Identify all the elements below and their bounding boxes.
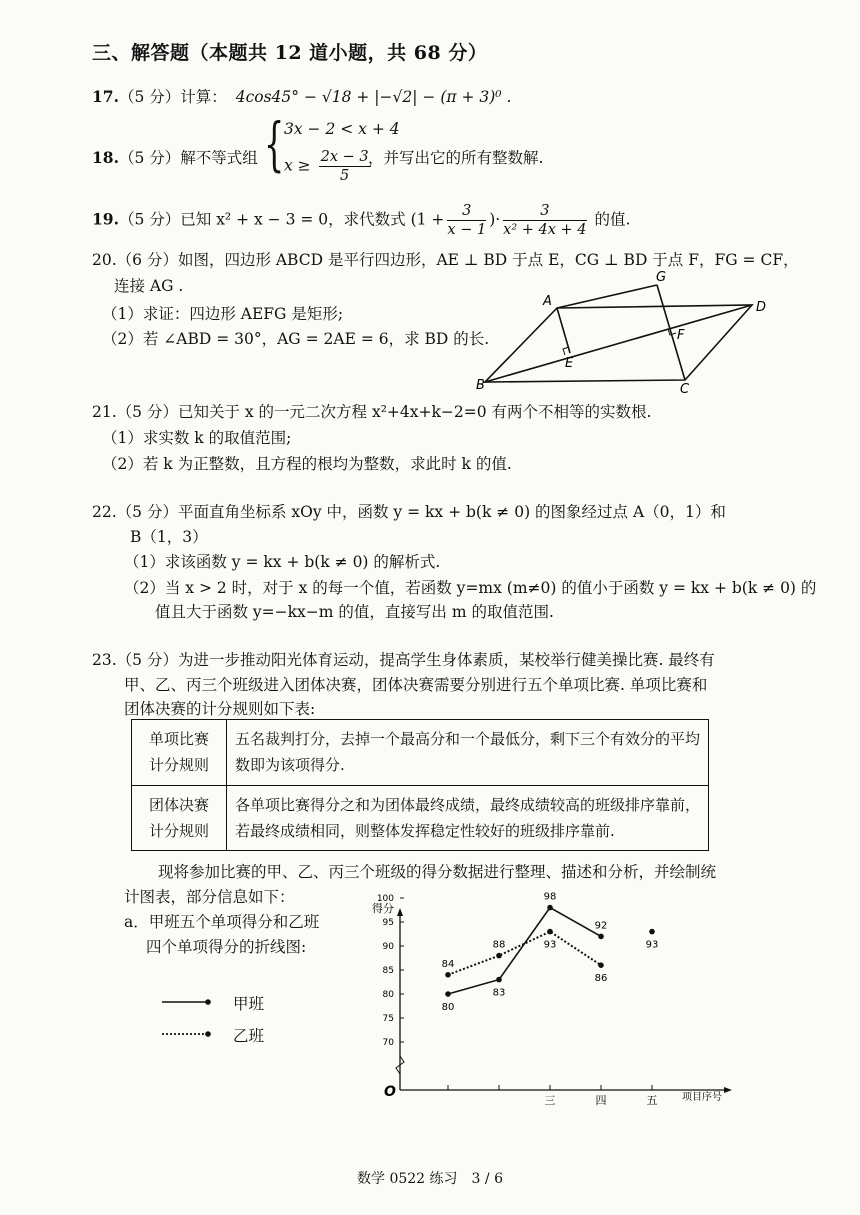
q23-item-a-2: 四个单项得分的折线图:: [146, 938, 307, 956]
y-axis-title: 得分: [372, 902, 394, 915]
q19-fraction-1: $\frac{3}{x - 1}$: [447, 203, 487, 239]
label-b: B: [476, 378, 485, 393]
q17-expression: 4cos45° − √18 + |−√2| − (π + 3)⁰ .: [235, 88, 512, 106]
question-19: 19.（5 分）已知 x² + x − 3 = 0，求代数式 (1 + $\frac{3}{x - 1}$ )· $\frac{3}{\text{x² + 4x + 4}}$ 的值.: [92, 203, 631, 239]
q22-part-1: （1）求该函数 y = kx + b(k ≠ 0) 的解析式.: [124, 553, 441, 571]
data-point: [547, 929, 553, 935]
q18-inequality-1: 3x − 2 < x + 4: [284, 120, 400, 138]
legend-label-yi: 乙班: [233, 1027, 265, 1045]
q23-line-1: 23.（5 分）为进一步推动阳光体育运动，提高学生身体素质，某校举行健美操比赛. 最终有: [92, 651, 715, 669]
data-label: 88: [492, 939, 506, 951]
label-a: A: [543, 294, 552, 309]
q21-part-2: （2）若 k 为正整数，且方程的根均为整数，求此时 k 的值.: [102, 455, 512, 473]
diagonal-bd: [485, 305, 752, 382]
parallelogram-figure: [470, 265, 770, 395]
y-tick-label: 90: [382, 942, 394, 952]
table-row: 团体决赛 计分规则 各单项比赛得分之和为团体最终成绩，最终成绩较高的班级排序靠前，若最终成绩相同，则整体发挥稳定性较好的班级排序靠前.: [132, 785, 709, 851]
y-axis-arrow: [397, 908, 403, 916]
q22-line-2: B（1，3）: [130, 528, 208, 546]
label-d: D: [756, 300, 767, 315]
segment-ae: [557, 308, 570, 353]
system-brace: {: [264, 110, 285, 178]
data-point: [547, 905, 553, 911]
q20-line-1: 20.（6 分）如图，四边形 ABCD 是平行四边形，AE ⊥ BD 于点 E，CG ⊥ BD 于点 F，FG = CF，: [92, 251, 799, 269]
label-g: G: [656, 270, 667, 285]
data-label: 84: [441, 958, 455, 970]
data-point: [496, 977, 502, 983]
q20-part-1: （1）求证：四边形 AEFG 是矩形;: [102, 305, 344, 323]
q21-part-1: （1）求实数 k 的取值范围;: [102, 429, 292, 447]
q18-fraction: $\frac{2x - 3}{5}$: [320, 149, 369, 185]
data-point: [598, 934, 604, 940]
q22-part-2a: （2）当 x > 2 时，对于 x 的每一个值，若函数 y=mx (m≠0) 的值小于函数 y = kx + b(k ≠ 0) 的: [124, 579, 817, 597]
y-tick-label: 100: [376, 894, 394, 904]
q20-line-2: 连接 AG .: [114, 277, 184, 295]
y-tick-label: 70: [382, 1038, 394, 1048]
q22-line-1: 22.（5 分）平面直角坐标系 xOy 中，函数 y = kx + b(k ≠ 0) 的图象经过点 A（0，1）和: [92, 503, 726, 521]
data-label: 83: [492, 987, 506, 999]
data-label: 86: [594, 973, 608, 985]
right-angle-f: [668, 329, 676, 335]
chart-legend: [160, 992, 360, 1052]
data-point: [649, 929, 655, 935]
y-tick-label: 85: [382, 966, 394, 976]
label-f: F: [677, 328, 685, 343]
data-label: 98: [543, 891, 557, 903]
q23-line-3: 团体决赛的计分规则如下表:: [124, 700, 316, 718]
scoring-rules-table: [131, 719, 709, 851]
question-17: 17.（5 分）计算： 4cos45° − √18 + |−√2| − (π + 3)⁰ .: [92, 87, 512, 106]
q19-fraction-2: $\frac{3}{\text{x² + 4x + 4}}$: [503, 203, 587, 239]
data-label: 80: [441, 1002, 455, 1013]
segment-ag: [557, 285, 657, 308]
x-tick-label: 三: [544, 1094, 556, 1107]
y-tick-label: 75: [382, 1014, 394, 1024]
q21-line-1: 21.（5 分）已知关于 x 的一元二次方程 x²+4x+k−2=0 有两个不相等的实数根.: [92, 403, 652, 421]
y-tick-label: 95: [382, 918, 394, 928]
question-18-label: 18.（5 分）解不等式组: [92, 148, 258, 167]
q23-item-a-1: a．甲班五个单项得分和乙班: [124, 913, 320, 931]
chart-marks: [442, 892, 659, 1013]
x-tick-label: 五: [646, 1094, 658, 1107]
data-point: [598, 962, 604, 968]
label-c: C: [680, 382, 690, 397]
section-title: 三、解答题（本题共 12 道小题，共 68 分）: [92, 42, 488, 64]
legend-label-jia: 甲班: [233, 995, 265, 1013]
data-point: [445, 972, 451, 978]
q18-tail: ，并写出它的所有整数解.: [368, 149, 544, 167]
data-point: [496, 953, 502, 959]
table-row: 单项比赛 计分规则 五名裁判打分，去掉一个最高分和一个最低分，剩下三个有效分的平均数即为该项得分.: [132, 720, 709, 786]
label-e: E: [565, 356, 574, 371]
q22-part-2b: 值且大于函数 y=−kx−m 的值，直接写出 m 的取值范围.: [155, 603, 554, 621]
x-tick-label: 四: [595, 1094, 607, 1107]
q23-after-2: 计图表，部分信息如下：: [124, 888, 295, 906]
data-label: 93: [645, 939, 659, 951]
data-point: [445, 991, 451, 997]
q18-inequality-2: x ≥ $\frac{2x - 3}{5}$: [284, 149, 369, 185]
x-axis-arrow: [724, 1087, 732, 1093]
y-tick-label: 80: [382, 990, 394, 1000]
data-label: 92: [594, 920, 608, 932]
page-footer: 数学 0522 练习 3 / 6: [357, 1171, 503, 1187]
score-line-chart: [360, 891, 750, 1115]
origin-label: O: [384, 1084, 396, 1100]
x-axis-title: 项目序号: [682, 1092, 722, 1103]
q20-part-2: （2）若 ∠ABD = 30°，AG = 2AE = 6，求 BD 的长.: [102, 330, 490, 348]
series-line-yi: [448, 932, 601, 975]
data-label: 93: [543, 939, 557, 951]
chart-axes: [372, 891, 732, 1107]
q23-after-1: 现将参加比赛的甲、乙、丙三个班级的得分数据进行整理、描述和分析，并绘制统: [158, 863, 717, 881]
q23-line-2: 甲、乙、丙三个班级进入团体决赛，团体决赛需要分别进行五个单项比赛. 单项比赛和: [124, 676, 708, 694]
